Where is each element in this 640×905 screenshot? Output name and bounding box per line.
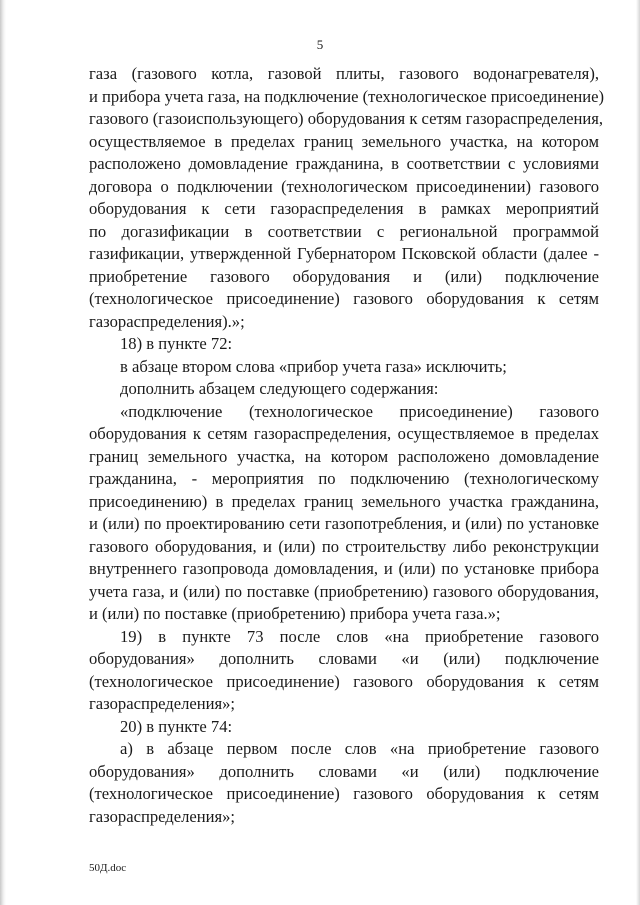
text-line: осуществляемое в пределах границ земельного участка, на котором — [89, 131, 599, 151]
text-line: 20) в пункте 74: — [120, 716, 233, 736]
text-line: оборудования» дополнить словами «и (или) подключение — [89, 649, 599, 668]
text-line: расположено домовладение гражданина, в соответствии с условиями — [89, 154, 599, 173]
text-line: границ земельного участка, на котором расположено домовладение — [89, 446, 599, 466]
text-line: газораспределения).»; — [89, 311, 245, 331]
text-line: (технологическое присоединение) газового оборудования к сетям — [89, 784, 599, 803]
text-line: газораспределения»; — [89, 806, 236, 826]
text-line: (технологическое присоединение) газового оборудования к сетям — [89, 671, 599, 691]
text-line: газификации, утвержденной Губернатором Псковской области (далее - — [89, 244, 599, 263]
text-line: по догазификации в соответствии с региональной программой — [89, 221, 599, 241]
scan-edge-left — [0, 0, 6, 905]
text-line: газораспределения»; — [89, 694, 236, 713]
text-line: приобретение газового оборудования и (или) подключение — [89, 266, 599, 286]
text-line: и прибора учета газа, на подключение (технологическое присоединение) — [89, 86, 605, 106]
text-line: учета газа, и (или) по поставке (приобретению) газового оборудования, — [89, 581, 599, 601]
scan-edge-right — [636, 0, 640, 905]
text-line: оборудования» дополнить словами «и (или) подключение — [89, 761, 599, 781]
text-line: оборудования к сети газораспределения в рамках мероприятий — [89, 199, 599, 218]
text-line: гражданина, - мероприятия по подключению (технологическому — [89, 469, 599, 488]
footer-filename: 50Д.doc — [89, 862, 127, 874]
text-line: газа (газового котла, газовой плиты, газового водонагревателя), — [89, 64, 599, 83]
text-line: (технологическое присоединение) газового оборудования к сетям — [89, 289, 599, 308]
page-number: 5 — [316, 37, 324, 52]
text-line: и (или) по проектированию сети газопотребления, и (или) по установке — [89, 514, 599, 533]
text-line: договора о подключении (технологическом присоединении) газового — [89, 176, 599, 196]
text-line: 19) в пункте 73 после слов «на приобретение газового — [120, 626, 599, 646]
text-line: а) в абзаце первом после слов «на приобретение газового — [120, 739, 599, 758]
text-line: оборудования к сетям газораспределения, осуществляемое в пределах — [89, 424, 599, 443]
text-line: «подключение (технологическое присоединение) газового — [120, 401, 599, 421]
text-line: газового оборудования, и (или) по строительству либо реконструкции — [89, 536, 599, 556]
text-line: 18) в пункте 72: — [120, 334, 233, 353]
text-line: газового (газоиспользующего) оборудования к сетям газораспределения, — [89, 109, 604, 128]
text-line: в абзаце втором слова «прибор учета газа» исключить; — [120, 356, 507, 376]
text-line: и (или) по поставке (приобретению) прибора учета газа.»; — [89, 604, 501, 623]
text-line: внутреннего газопровода домовладения, и (или) по установке прибора — [89, 559, 599, 578]
text-line: присоединению) в пределах границ земельного участка гражданина, — [89, 491, 599, 511]
text-line: дополнить абзацем следующего содержания: — [120, 379, 439, 398]
